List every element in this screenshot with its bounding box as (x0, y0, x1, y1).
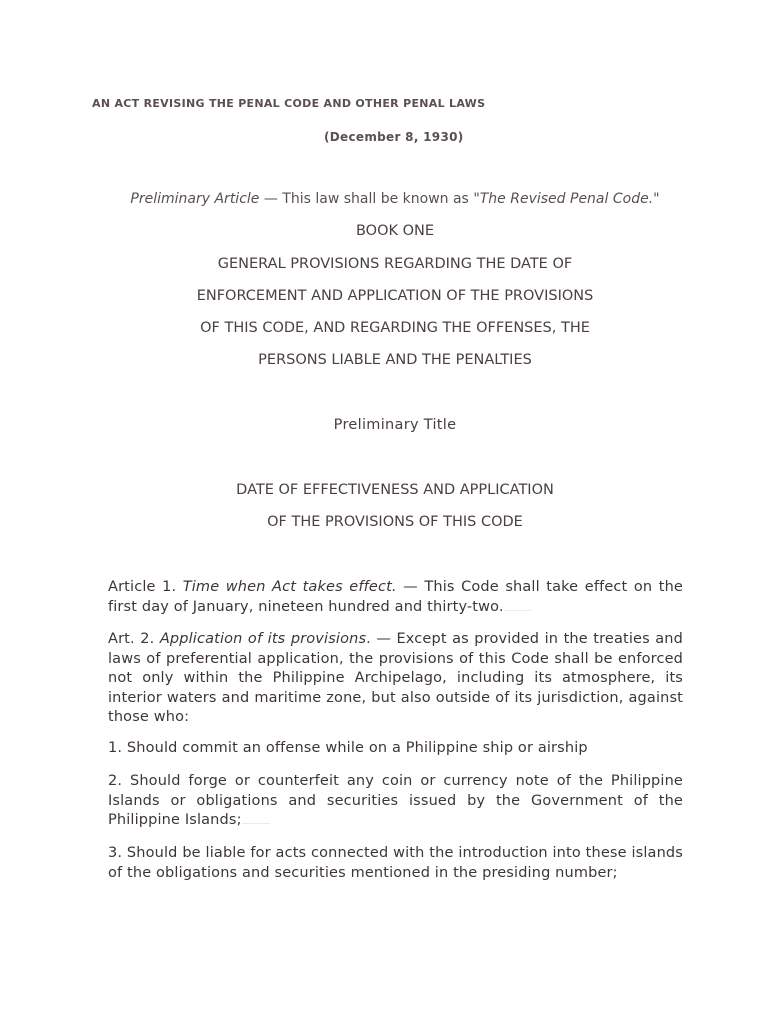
preliminary-article-text: — This law shall be known as (259, 191, 474, 207)
general-provisions-line: ENFORCEMENT AND APPLICATION OF THE PROVISIONS (196, 288, 594, 304)
article-2 (108, 630, 683, 728)
article-text: . — Except as provided in the treaties and laws of preferential application, the provisions of this Code shall be enforced not only within the Philippine Archipelago, including its atmosphere, its interior waters and maritime zone, but also outside of its jurisdiction, against those who: (108, 631, 683, 725)
book-title: BOOK ONE (355, 223, 435, 239)
general-provisions-line: GENERAL PROVISIONS REGARDING THE DATE OF (217, 256, 573, 272)
preliminary-article (0, 191, 768, 207)
list-item: 3. Should be liable for acts connected with the introduction into these islands of the obligations and securities mentioned in the presiding number; (108, 845, 683, 881)
title-heading-line: OF THE PROVISIONS OF THIS CODE (267, 514, 523, 530)
article-text: — This Code shall take effect on the first day of January, nineteen hundred and thirty-two. (108, 579, 683, 615)
preliminary-title: Preliminary Title (333, 417, 457, 433)
article-number: Article 1. (108, 579, 183, 595)
act-date: (December 8, 1930) (324, 130, 464, 144)
divider (504, 609, 532, 611)
list-item: 1. Should commit an offense while on a Philippine ship or airship (108, 740, 588, 756)
general-provisions-line: PERSONS LIABLE AND THE PENALTIES (258, 352, 532, 368)
article-1 (108, 578, 683, 617)
article-heading: Application of its provisions (159, 631, 367, 647)
preliminary-article-label: Preliminary Article (130, 191, 260, 207)
title-heading-line: DATE OF EFFECTIVENESS AND APPLICATION (236, 482, 554, 498)
list-item (108, 772, 683, 831)
article-heading: Time when Act takes effect. (182, 579, 397, 595)
list-item-text: 2. Should forge or counterfeit any coin or currency note of the Philippine Islands or obligations and securities issued by the Government of the Philippine Islands; (108, 773, 683, 828)
general-provisions-line: OF THIS CODE, AND REGARDING THE OFFENSES, THE (200, 320, 590, 336)
act-title: AN ACT REVISING THE PENAL CODE AND OTHER PENAL LAWS (92, 97, 486, 110)
divider (242, 822, 270, 824)
code-name: "The Revised Penal Code." (473, 191, 660, 207)
article-number: Art. 2. (108, 631, 160, 647)
